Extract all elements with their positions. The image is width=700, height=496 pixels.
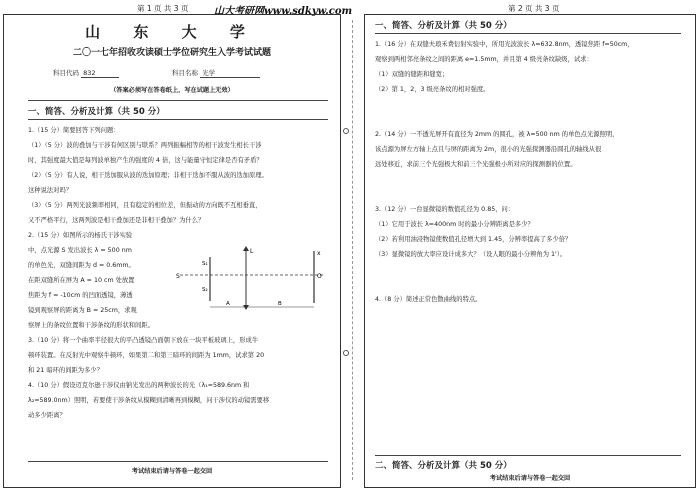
question-line: 观察到两相邻亮条纹之间的距离 e=1.5mm，并且第 4 级亮条纹缺级，试求： [375, 56, 593, 63]
subject-name-label: 科目名称 [172, 69, 198, 77]
question-line: 1.（15 分）简要回答下列问题： [28, 127, 120, 134]
question-line: 镜到观察屏的距离为 B = 25cm，求观 [28, 307, 137, 314]
left-exam-sheet [3, 14, 341, 488]
question-line: 察屏上的条纹位置和干涉条纹的形状和间距。 [28, 322, 154, 329]
question-line: （2）（5 分）有人说，相干迭加服从波的迭加原理；非相干迭加不服从波的迭加原理。 [28, 172, 268, 179]
question-line: 4.（10 分）假设迈克尔逊干涉仪由钠光发出的两种波长的光（λ₁=589.6nm 和 [28, 382, 250, 389]
question-line [375, 97, 634, 112]
question-line: 又不严格平行，这两列波是相干叠加还是非相干叠加？为什么？ [28, 217, 205, 224]
exam-title: 二〇一七年招收攻读硕士学位研究生入学考试试题 [72, 48, 271, 58]
question-line: 2.（15 分）如图所示的杨氏干涉实验 [28, 232, 133, 239]
right-question-list [375, 37, 634, 307]
subject-name-value: 光学 [200, 68, 260, 78]
question-line: （1）（5 分）波的叠加与干涉有何区别与联系？两列振幅相等的相干波发生相长干涉 [28, 142, 262, 149]
question-line: λ₂=589.0nm）照明，若要使干涉条纹从模糊到清晰再到模糊，问干涉仪的动镜需要移 [28, 397, 270, 404]
question-line: 焦距为 f = -10cm 的凹面透镜，薄透 [28, 292, 133, 299]
divider [28, 100, 328, 101]
binding-hole [343, 350, 349, 356]
question-line: 2.（14 分）一不透光屏开有直径为 2mm 的圆孔，被 λ=500 nm 的单色点光源照明， [375, 131, 619, 138]
label-l: L [250, 248, 254, 255]
right-section-heading: 一、简答、分析及计算（共 50 分） [375, 21, 512, 31]
question-line [375, 172, 634, 187]
label-b: B [278, 301, 282, 307]
binding-hole [343, 128, 349, 134]
left-page-number: 第 1 页 共 3 页 [137, 4, 189, 13]
question-line: 3.（10 分）将一个曲率半径很大的平凸透镜凸面朝下放在一块平板玻璃上，形成牛 [28, 337, 259, 344]
question-line: 中，点光源 S 发出波长 λ = 500 nm [28, 247, 132, 254]
question-line: （1）双缝的缝距和缝宽； [375, 71, 449, 78]
question-line: 1.（16 分）在双缝夫琅禾费衍射实验中，所用光波波长 λ=632.8nm，透镜焦距 f=50cm， [375, 41, 634, 48]
question-line [375, 262, 634, 277]
right-page-number: 第 2 页 共 3 页 [508, 4, 560, 13]
question-line: 该点源为屏左方轴上点且与屏的距离为 2m，很小的光强探测器沿圆孔的轴线从很 [375, 146, 602, 153]
label-a: A [226, 301, 230, 307]
question-line: 3.（12 分）一台显微镜的数值孔径为 0.85，问： [375, 206, 515, 213]
question-line: 时，其强度最大值是每列波单独产生的强度的 4 倍，这与能量守恒定律是否有矛盾？ [28, 157, 263, 164]
young-interference-figure [174, 243, 332, 317]
label-s2: S₂ [202, 287, 208, 293]
question-line: （2）若利用油浸物镜使数值孔径增大到 1.45，分辨率提高了多少倍？ [375, 236, 572, 243]
question-line [375, 112, 634, 127]
divider [375, 455, 681, 456]
binding-line [352, 20, 353, 480]
question-line: 动多少距离？ [28, 412, 66, 419]
watermark: 山大考研网www.sdkyw.com [214, 6, 353, 17]
subject-code-value: 832 [81, 69, 119, 78]
question-line: 的单色光，双缝间距为 d = 0.6mm。 [28, 262, 135, 269]
label-s: S [176, 273, 180, 280]
divider [28, 461, 328, 462]
subject-code-row [53, 68, 119, 78]
question-line: 顿环装置。在反射光中观察牛顿环，如果第二和第三暗环的间距为 1mm，试求第 20 [28, 352, 265, 359]
left-section-heading: 一、简答、分析及计算（共 50 分） [28, 107, 165, 117]
lens-arrow-bottom [243, 305, 249, 310]
question-line: （1）它用于波长 λ=400nm 时的最小分辨距离是多少？ [375, 221, 534, 228]
footer-note: 考试结束后请与答卷一起交回 [131, 468, 213, 475]
question-line: 这种说法对吗？ [28, 187, 73, 194]
subject-code-label: 科目代码 [53, 69, 79, 77]
question-line: 和 21 暗环的间距为多少？ [28, 367, 103, 374]
question-line: 在距双缝所在屏为 A = 10 cm 处放置 [28, 277, 135, 284]
answer-notice: （答案必须写在答卷纸上，写在试题上无效） [110, 87, 234, 94]
footer-note: 考试结束后请与答卷一起交回 [489, 475, 571, 482]
subject-name-row [172, 68, 260, 78]
question-line: （2）第 1，2，3 级亮条纹的相对强度。 [375, 86, 490, 93]
question-line: （3）（5 分）两列光波频率相同，且有稳定的相位差，但振动的方向既不互相垂直， [28, 202, 262, 209]
question-line [375, 187, 634, 202]
question-line: 远处移近，求前三个光强极大和前三个光强极小所对应的探测器的位置。 [375, 161, 577, 168]
university-name: 山 东 大 学 [85, 23, 259, 41]
question-line [375, 277, 634, 292]
label-x: x [317, 250, 321, 257]
divider [28, 119, 328, 120]
question-line: （3）显微镜的放大率应设计成多大？（设人眼的最小分辨角为 1'）。 [375, 251, 567, 258]
right-section-heading-2: 二、简答、分析及计算（共 50 分） [375, 461, 512, 471]
divider [375, 33, 681, 34]
lens-arrow-top [243, 246, 249, 251]
label-s1: S₁ [202, 261, 208, 267]
right-exam-sheet [364, 14, 696, 488]
question-line: 4.（8 分）简述正常色散曲线的特点。 [375, 296, 482, 303]
label-o: O [317, 273, 322, 280]
